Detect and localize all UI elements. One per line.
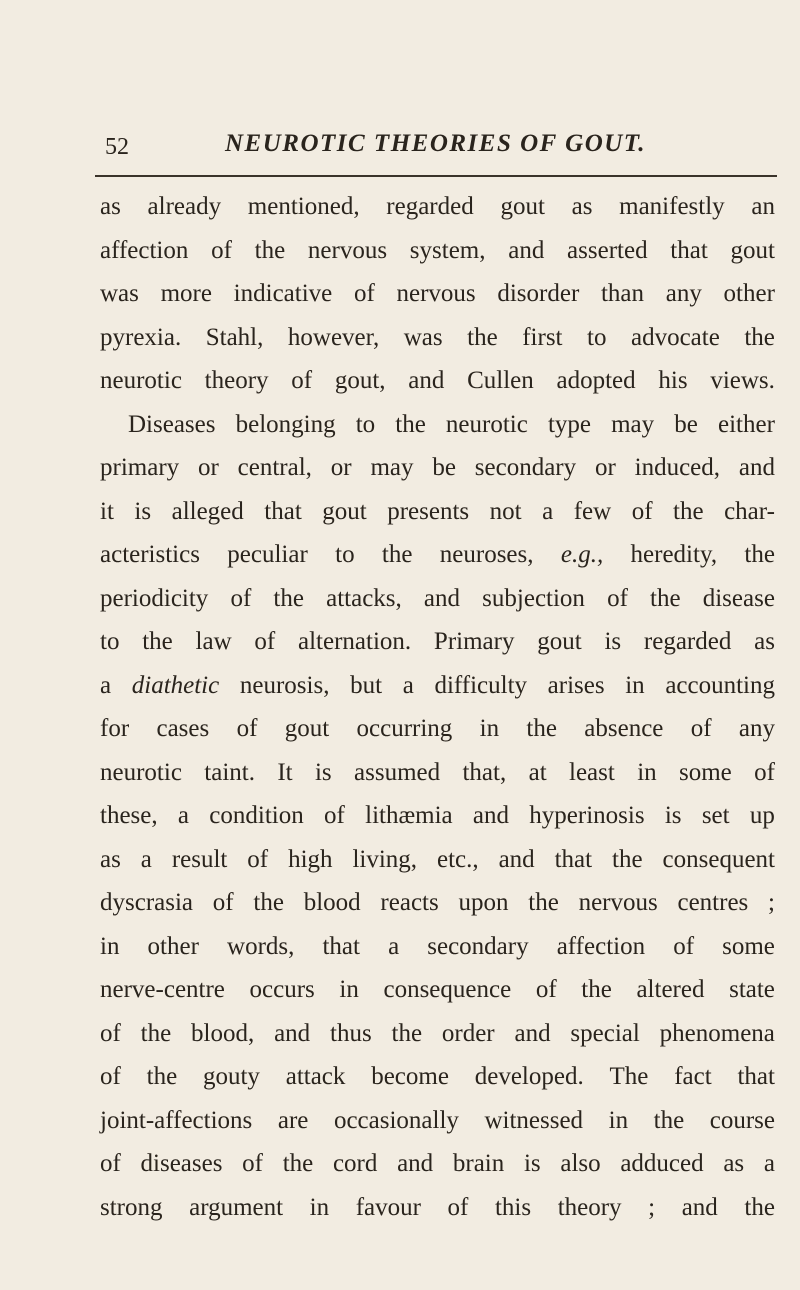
word: the: [146, 1063, 178, 1090]
word: favour: [355, 1193, 421, 1221]
word: heredity,: [630, 541, 718, 568]
word: dyscrasia: [100, 889, 194, 916]
word: as: [754, 628, 775, 655]
word: that: [264, 497, 302, 525]
word: that: [554, 845, 593, 873]
word: in: [608, 1106, 629, 1134]
word: is: [523, 1150, 541, 1177]
word: developed.: [474, 1063, 584, 1090]
text-line: [100, 751, 775, 795]
word: of: [100, 1063, 121, 1090]
word: periodicity: [100, 584, 209, 612]
word: hyperinosis: [529, 802, 645, 829]
word: type: [547, 410, 591, 438]
text-line: [100, 229, 775, 273]
word: the: [140, 1019, 172, 1047]
word: and: [274, 1019, 311, 1047]
word: joint-affections: [100, 1106, 253, 1134]
word: Primary: [433, 628, 515, 655]
word: nerve-centre: [100, 976, 225, 1003]
word: neurotic: [100, 367, 182, 394]
word: the: [381, 541, 413, 568]
word: a: [140, 845, 152, 873]
word: affection: [100, 236, 189, 264]
text-line: [100, 403, 775, 447]
word: mentioned,: [247, 193, 360, 220]
word: become: [371, 1063, 449, 1090]
word: gout: [537, 628, 582, 655]
word: alleged: [171, 497, 244, 525]
word: and: [508, 236, 545, 264]
word: peculiar: [227, 541, 308, 568]
word: are: [277, 1106, 309, 1134]
word: of: [254, 628, 276, 655]
word: views.: [710, 367, 775, 394]
word: the: [391, 1019, 423, 1047]
word: of: [673, 932, 695, 960]
word: and: [408, 367, 445, 394]
word: gout: [730, 236, 775, 264]
word: consequence: [383, 976, 512, 1003]
text-line: [100, 577, 775, 621]
word: other: [147, 932, 199, 960]
word: in: [479, 715, 500, 742]
word: It: [277, 758, 293, 786]
word: the: [744, 323, 775, 351]
word: attack: [285, 1063, 346, 1090]
text-line: [100, 1055, 775, 1099]
text-line: [100, 794, 775, 838]
word: of: [100, 1019, 121, 1047]
word: of: [247, 845, 269, 873]
word: the: [253, 889, 284, 916]
word: system,: [409, 236, 486, 264]
word: absence: [584, 715, 664, 742]
word: regarded: [386, 193, 474, 220]
word: few: [573, 497, 612, 525]
word: gouty: [202, 1063, 260, 1090]
word: theory: [204, 367, 269, 394]
word: induced,: [634, 454, 721, 481]
word: blood,: [191, 1019, 255, 1047]
word: of: [242, 1150, 263, 1177]
word: a: [763, 1150, 775, 1177]
word: of: [690, 715, 712, 742]
word: that,: [462, 758, 507, 786]
word: occurs: [249, 976, 315, 1003]
word: the: [467, 323, 498, 351]
word: the: [612, 845, 643, 873]
word: be: [674, 410, 698, 438]
word: occurring: [356, 715, 453, 742]
word: of: [353, 280, 375, 307]
word: acteristics: [100, 541, 200, 568]
text-line: [100, 664, 775, 708]
text-line: [100, 1142, 775, 1186]
word: condition: [209, 802, 304, 829]
word: or: [594, 454, 616, 481]
word: consequent: [662, 845, 775, 873]
word: an: [751, 193, 775, 220]
word: the: [673, 497, 704, 525]
word: arises: [547, 671, 605, 699]
word: disorder: [497, 280, 580, 307]
text-line: [100, 272, 775, 316]
word: indicative: [233, 280, 333, 307]
text-line: [100, 533, 775, 577]
word: diseases: [140, 1150, 223, 1177]
word: occasionally: [333, 1106, 459, 1134]
text-line: [100, 620, 775, 664]
word: gout: [500, 193, 545, 220]
word: law: [195, 628, 232, 655]
word: cases: [156, 715, 210, 742]
word: is: [134, 497, 152, 525]
word: secondary: [474, 454, 577, 481]
text-line: [100, 446, 775, 490]
word: the: [273, 584, 304, 612]
word: of: [754, 758, 775, 786]
word: the: [526, 715, 557, 742]
word: the: [653, 1106, 685, 1134]
word: and: [498, 845, 535, 873]
word: of: [100, 1150, 121, 1177]
word: advocate: [630, 323, 720, 351]
word: the: [528, 889, 559, 916]
word: in: [625, 671, 645, 699]
word: living,: [352, 845, 418, 873]
word: belonging: [235, 410, 336, 438]
word: brain: [452, 1150, 505, 1177]
word: first: [522, 323, 563, 351]
word: The: [609, 1063, 649, 1090]
word: subjection: [482, 584, 585, 612]
word: set: [701, 802, 730, 829]
word: attacks,: [326, 584, 402, 612]
word: of: [230, 584, 252, 612]
word: neurotic: [445, 410, 528, 438]
word: gout: [322, 497, 367, 525]
word: of: [447, 1193, 469, 1221]
word: to: [587, 323, 607, 351]
word: nervous: [307, 236, 388, 264]
word: of: [324, 802, 345, 829]
word: regarded: [643, 628, 732, 655]
word: a: [542, 497, 554, 525]
word: strong: [100, 1193, 163, 1221]
word: that: [737, 1063, 775, 1090]
word: e.g.,: [560, 541, 604, 568]
word: the: [282, 1150, 314, 1177]
word: at: [528, 758, 547, 786]
word: the: [395, 410, 426, 438]
word: primary: [100, 454, 180, 481]
word: taint.: [204, 758, 255, 786]
word: altered: [636, 976, 705, 1003]
word: the: [744, 1193, 775, 1221]
body-text: [100, 185, 775, 1229]
word: of: [236, 715, 258, 742]
word: Stahl,: [205, 323, 264, 351]
word: least: [569, 758, 615, 786]
text-line: [100, 490, 775, 534]
word: up: [749, 802, 775, 829]
word: a: [177, 802, 190, 829]
word: these,: [100, 802, 158, 829]
word: to: [335, 541, 355, 568]
word: in: [339, 976, 359, 1003]
word: words,: [227, 932, 295, 960]
word: neurosis,: [239, 671, 330, 699]
page-header: [95, 112, 790, 174]
word: or: [330, 454, 352, 481]
word: neurotic: [100, 758, 182, 786]
word: upon: [458, 889, 509, 916]
text-line: [100, 1012, 775, 1056]
word: special: [570, 1019, 640, 1047]
word: Cullen: [467, 367, 534, 394]
word: in: [637, 758, 657, 786]
word: a: [402, 671, 414, 699]
text-line: [100, 1099, 775, 1143]
word: in: [309, 1193, 330, 1221]
word: thus: [330, 1019, 372, 1047]
word: and: [681, 1193, 718, 1221]
word: a: [388, 932, 400, 960]
word: and: [514, 1019, 551, 1047]
word: reacts: [380, 889, 439, 916]
word: some: [722, 932, 775, 960]
word: gout,: [334, 367, 386, 394]
word: is: [314, 758, 332, 786]
word: also: [560, 1150, 601, 1177]
word: as: [723, 1150, 745, 1177]
word: course: [709, 1106, 775, 1134]
word: the: [254, 236, 286, 264]
word: diathetic: [131, 671, 220, 699]
word: already: [147, 193, 222, 220]
word: alternation.: [298, 628, 412, 655]
word: of: [211, 236, 232, 264]
word: any: [665, 280, 702, 307]
word: may: [370, 454, 414, 481]
word: central,: [237, 454, 312, 481]
word: either: [717, 410, 775, 438]
word: some: [679, 758, 732, 786]
word: of: [212, 889, 234, 916]
word: as: [100, 845, 121, 873]
word: high: [288, 845, 333, 873]
word: may: [611, 410, 655, 438]
word: state: [729, 976, 775, 1003]
text-line: [100, 359, 775, 403]
word: as: [571, 193, 593, 220]
word: the: [142, 628, 173, 655]
word: other: [723, 280, 775, 307]
word: but: [350, 671, 383, 699]
word: and: [738, 454, 775, 481]
word: of: [607, 584, 628, 612]
word: the: [650, 584, 681, 612]
word: of: [535, 976, 557, 1003]
word: the: [744, 541, 775, 568]
word: fact: [674, 1063, 712, 1090]
word: and: [397, 1150, 434, 1177]
word: centres: [677, 889, 749, 916]
text-line: [100, 707, 775, 751]
word: the: [581, 976, 612, 1003]
word: etc.,: [436, 845, 479, 873]
word: not: [489, 497, 522, 525]
word: phenomena: [659, 1019, 775, 1047]
word: adduced: [620, 1150, 704, 1177]
word: any: [738, 715, 775, 742]
word: argument: [189, 1193, 284, 1221]
word: affection: [556, 932, 646, 960]
word: that: [322, 932, 360, 960]
word: this: [494, 1193, 532, 1221]
word: is: [604, 628, 622, 655]
word: lithæmia: [365, 802, 453, 829]
word: result: [171, 845, 228, 873]
text-line: [100, 185, 775, 229]
word: of: [631, 497, 653, 525]
text-line: [100, 1186, 775, 1230]
word: is: [664, 802, 682, 829]
word: pyrexia.: [100, 323, 182, 351]
text-line: [100, 316, 775, 360]
word: nervous: [578, 889, 658, 916]
word: and: [472, 802, 510, 829]
word: difficulty: [434, 671, 528, 699]
word: more: [160, 280, 212, 307]
word: than: [600, 280, 645, 307]
word: witnessed: [484, 1106, 584, 1134]
word: accounting: [665, 671, 775, 699]
word: was: [403, 323, 443, 351]
page-number: 52: [105, 134, 129, 160]
word: or: [197, 454, 219, 481]
word: char-: [724, 497, 775, 525]
text-line: [100, 838, 775, 882]
word: ;: [768, 889, 775, 916]
word: a: [100, 671, 112, 699]
word: to: [100, 628, 120, 655]
word: assumed: [354, 758, 441, 786]
word: for: [100, 715, 130, 742]
word: as: [100, 193, 121, 220]
word: asserted: [567, 236, 648, 264]
word: to: [355, 410, 376, 438]
word: disease: [702, 584, 775, 612]
header-rule: [95, 175, 777, 177]
word: it: [100, 497, 114, 525]
text-line: [100, 925, 775, 969]
word: gout: [284, 715, 330, 742]
word: neuroses,: [439, 541, 534, 568]
word: Diseases: [128, 410, 216, 438]
word: order: [441, 1019, 495, 1047]
word: adopted: [556, 367, 636, 394]
word: be: [432, 454, 456, 481]
word: ;: [648, 1193, 656, 1221]
word: however,: [287, 323, 380, 351]
text-line: [100, 881, 775, 925]
word: was: [100, 280, 139, 307]
word: nervous: [396, 280, 476, 307]
word: and: [423, 584, 461, 612]
word: presents: [387, 497, 470, 525]
word: cord: [332, 1150, 378, 1177]
word: theory: [557, 1193, 622, 1221]
word: that: [670, 236, 708, 264]
word: his: [658, 367, 688, 394]
text-line: [100, 968, 775, 1012]
word: secondary: [427, 932, 529, 960]
word: of: [291, 367, 313, 394]
word: in: [100, 932, 120, 960]
word: blood: [303, 889, 361, 916]
running-head: NEUROTIC THEORIES OF GOUT.: [225, 130, 647, 157]
word: manifestly: [619, 193, 725, 220]
